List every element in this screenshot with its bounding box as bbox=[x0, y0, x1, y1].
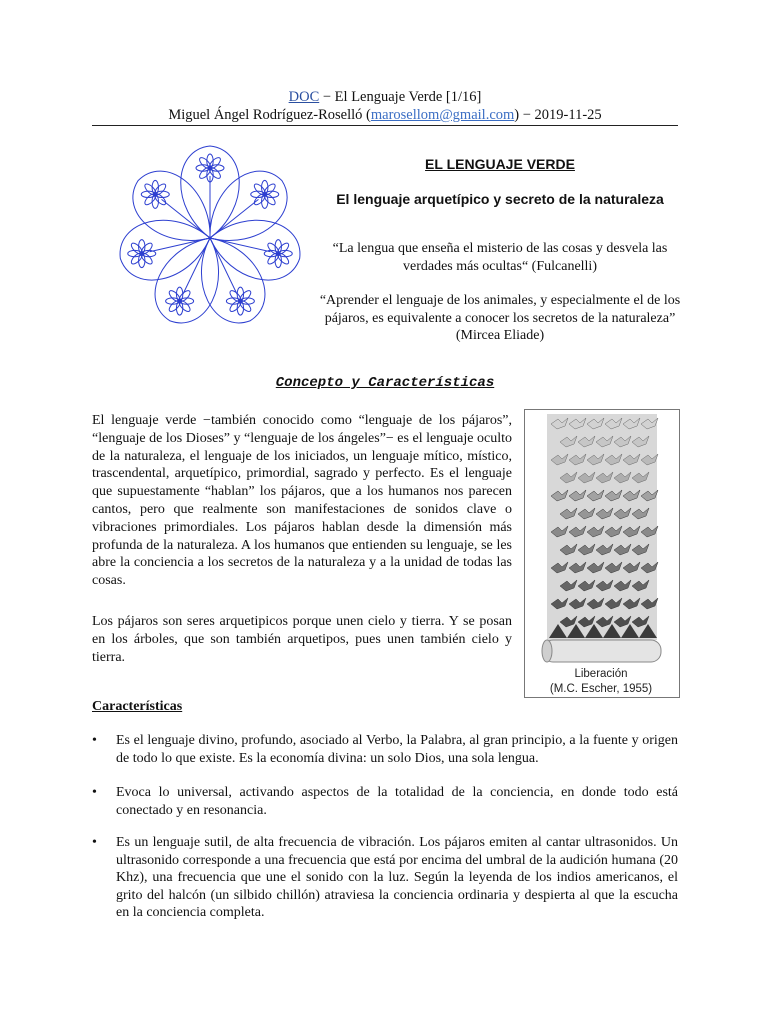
escher-figure bbox=[524, 409, 680, 698]
scroll-roll bbox=[543, 640, 661, 662]
escher-liberation-image bbox=[525, 410, 679, 697]
bullet-icon: • bbox=[92, 733, 97, 748]
mini-flower bbox=[251, 180, 279, 208]
mini-flower bbox=[264, 240, 292, 268]
page-subtitle: El lenguaje arquetípico y secreto de la naturaleza bbox=[336, 191, 664, 207]
header-rule bbox=[92, 125, 678, 126]
scroll-roll-end bbox=[542, 640, 552, 662]
quote-eliade: “Aprender el lenguaje de los animales, y especialmente el de los pájaros, es equivalente a conocer los secretos de la naturaleza” (Mircea Eliade) bbox=[319, 293, 681, 343]
paragraph-concept: El lenguaje verde −también conocido como “lenguaje de los pájaros”, “lenguaje de los Dioses” y “lenguaje de los ángeles”− es el lenguaje oculto de la naturaleza, el lenguaje de los iniciados, un lenguaje mítico, místico, trascendental, arquetípico, primordial, sagrado y perfecto. Es el lenguaje que supuestamente “hablan” los pájaros, que a los humanos nos parecen cantos, pero que realmente son manifestaciones de sonidos clave o vibraciones primordiales. Los pájaros hablan desde la dimensión más profunda de la naturaleza. A los humanos que entienden su lenguaje, se les abre la conciencia a los secretos de la naturaleza y a la unidad de todas las cosas. bbox=[92, 413, 512, 589]
flower-illustration bbox=[110, 138, 310, 338]
list-item-text: Evoca lo universal, activando aspectos de la totalidad de la conciencia, en donde todo está conectado y en resonancia. bbox=[116, 785, 678, 818]
doc-header-line2 bbox=[92, 106, 678, 124]
list-item bbox=[92, 732, 678, 767]
page-title: EL LENGUAJE VERDE bbox=[425, 156, 575, 172]
mini-flower bbox=[226, 287, 254, 315]
doc-link[interactable]: DOC bbox=[288, 89, 320, 105]
bullet-icon: • bbox=[92, 835, 97, 850]
list-item bbox=[92, 784, 678, 819]
mini-flower bbox=[166, 287, 194, 315]
petal-ray bbox=[162, 199, 210, 238]
caption-credit: (M.C. Escher, 1955) bbox=[549, 683, 653, 695]
figure-caption bbox=[524, 667, 678, 697]
paragraph-birds: Los pájaros son seres arquetipicos porque unen cielo y tierra. Y se posan en los árboles, que son también arquetipos, pues unen también cielo y tierra. bbox=[92, 614, 512, 665]
email-link[interactable]: marosellom@gmail.com bbox=[370, 107, 515, 123]
doc-header-line1 bbox=[92, 88, 678, 106]
list-item-text: Es un lenguaje sutil, de alta frecuencia de vibración. Los pájaros emiten al cantar ultrasonidos. Un ultrasonido corresponde a una frecuencia que está por encima del umbral de la audición humana (20 Khz), una frecuencia que une el sonido con la luz. Según la leyenda de los indios americanos, el grito del halcón (un silbido chillón) atraviesa la conciencia ordinaria y despierta al que la escucha en la conciencia completa. bbox=[116, 835, 678, 920]
caption-title: Liberación bbox=[574, 668, 628, 680]
bullet-icon: • bbox=[92, 785, 97, 800]
mini-flower bbox=[128, 240, 156, 268]
doc-title: − El Lenguaje Verde [1/16] bbox=[319, 89, 482, 105]
list-item-text: Es el lenguaje divino, profundo, asociado al Verbo, la Palabra, al gran principio, a la fuente y origen de todo lo que existe. Es la economía divina: un solo Dios, una sola lengua. bbox=[116, 733, 678, 766]
section-heading: Concepto y Características bbox=[275, 375, 495, 391]
characteristics-heading: Características bbox=[92, 699, 183, 714]
author-name: Miguel Ángel Rodríguez-Roselló ( bbox=[168, 107, 371, 123]
list-item bbox=[92, 834, 678, 922]
quote-fulcanelli: “La lengua que enseña el misterio de las cosas y desvela las verdades más ocultas“ (Fulcanelli) bbox=[332, 241, 668, 274]
mini-flower bbox=[141, 180, 169, 208]
doc-date: ) − 2019-11-25 bbox=[514, 107, 602, 123]
